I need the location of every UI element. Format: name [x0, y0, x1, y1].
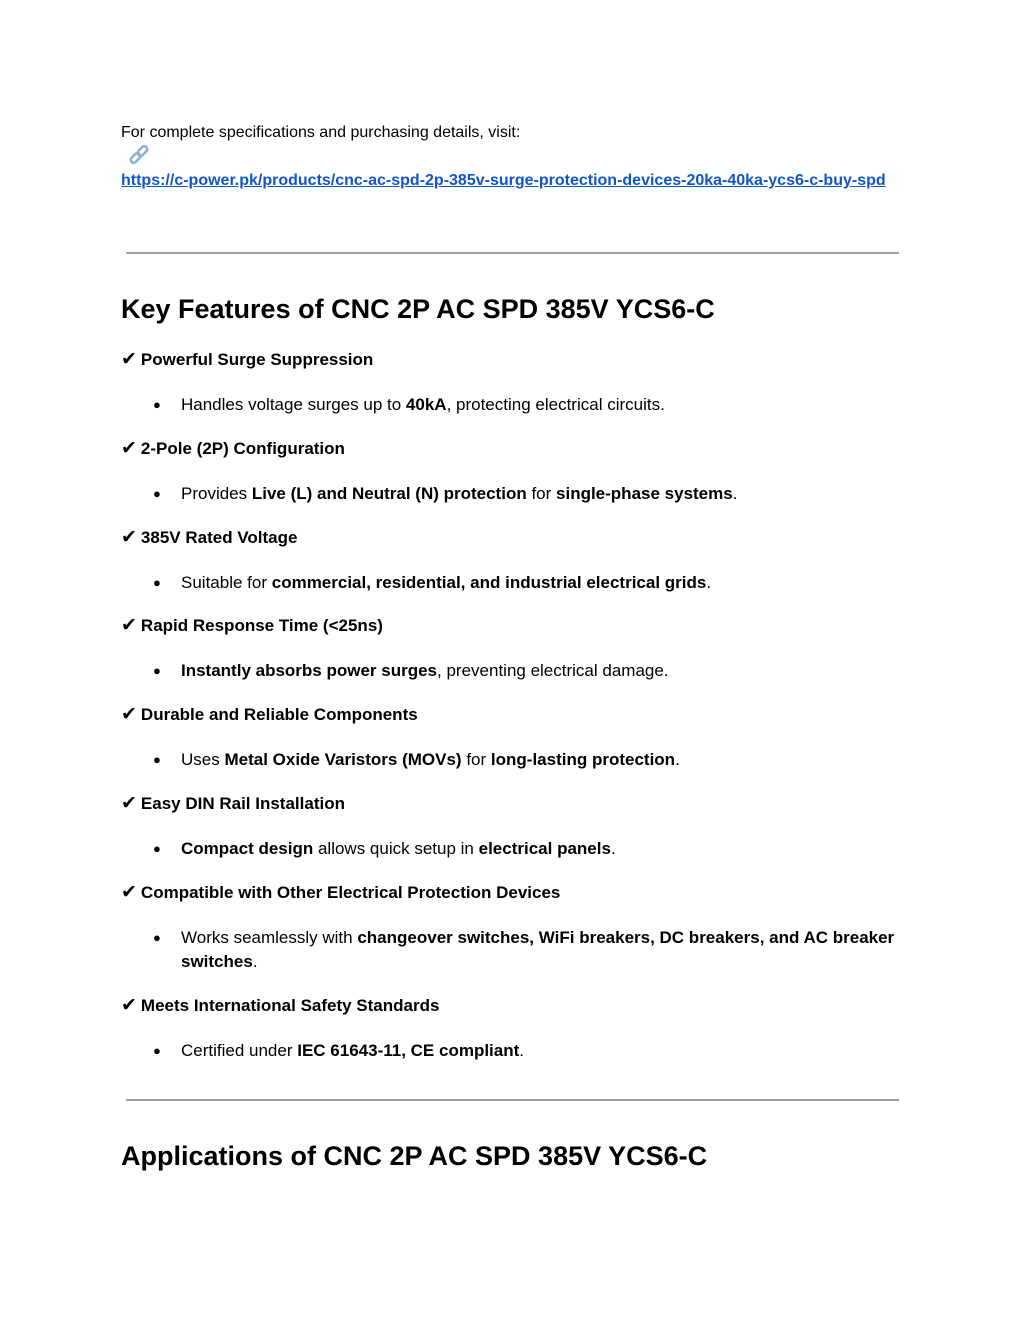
applications-heading: Applications of CNC 2P AC SPD 385V YCS6-C	[121, 1141, 708, 1171]
text-fragment: Handles voltage surges up to	[181, 395, 406, 414]
bold-text: single-phase systems	[556, 483, 733, 503]
bold-text: IEC 61643-11, CE compliant	[297, 1040, 520, 1060]
feature-item	[121, 994, 901, 1083]
link-icon	[127, 145, 151, 169]
text-fragment: , protecting electrical circuits.	[446, 395, 665, 414]
feature-title-text: Meets International Safety Standards	[140, 995, 440, 1015]
feature-title	[121, 526, 297, 550]
bullet-icon: ●	[153, 397, 161, 412]
feature-description	[181, 393, 901, 417]
feature-description	[181, 659, 901, 683]
text-fragment: .	[519, 1040, 525, 1060]
feature-title-text: Rapid Response Time (<25ns)	[140, 616, 383, 636]
text-fragment: .	[610, 838, 616, 858]
bold-text: long-lasting protection	[490, 750, 676, 770]
check-mark-icon: ✔	[121, 526, 137, 548]
text-fragment: Certified under	[181, 1040, 298, 1060]
feature-description	[181, 482, 901, 506]
text-fragment: , preventing electrical damage.	[437, 661, 669, 681]
bold-text: Instantly absorbs power surges	[181, 661, 438, 681]
feature-title	[121, 437, 345, 461]
feature-description	[181, 926, 901, 974]
bullet-icon: ●	[153, 840, 161, 856]
text-fragment: for	[461, 750, 491, 770]
feature-description	[181, 1039, 901, 1063]
feature-title-text: Powerful Surge Suppression	[140, 350, 374, 369]
text-fragment: .	[252, 951, 258, 971]
feature-title	[121, 994, 439, 1018]
intro-text: For complete specifications and purchasing details, visit:	[121, 124, 521, 141]
feature-title-text: Compatible with Other Electrical Protection Devices	[140, 882, 561, 902]
feature-description	[181, 837, 901, 861]
text-fragment: .	[706, 572, 712, 592]
bold-text: Compact design	[181, 838, 314, 858]
text-fragment: for	[526, 483, 557, 503]
text-fragment: Works seamlessly with	[181, 927, 358, 947]
text-fragment: .	[675, 750, 680, 770]
text-fragment: Uses	[181, 750, 225, 770]
feature-title-text: Durable and Reliable Components	[140, 705, 418, 725]
bullet-icon: ●	[153, 752, 161, 768]
bold-text: Metal Oxide Varistors (MOVs)	[224, 750, 462, 770]
bold-text: changeover switches, WiFi breakers, DC breakers, and AC breaker switches	[181, 927, 895, 971]
bold-text: commercial, residential, and industrial electrical grids	[271, 572, 707, 592]
feature-item	[121, 881, 901, 994]
divider	[126, 252, 899, 254]
feature-title-text: Easy DIN Rail Installation	[140, 793, 345, 813]
divider	[126, 1099, 899, 1101]
bullet-icon: ●	[153, 929, 161, 945]
bullet-icon: ●	[153, 663, 161, 679]
feature-item	[121, 703, 901, 792]
text-fragment: Provides	[181, 483, 252, 503]
text-fragment: allows quick setup in	[313, 838, 479, 858]
bold-text: 40kA	[405, 395, 447, 414]
features-list	[121, 348, 901, 1083]
text-fragment: .	[732, 483, 738, 503]
feature-description	[181, 748, 901, 772]
feature-title-text: 2-Pole (2P) Configuration	[140, 438, 345, 458]
check-mark-icon: ✔	[121, 704, 137, 726]
feature-title	[121, 703, 418, 727]
feature-title	[121, 792, 345, 816]
features-heading: Key Features of CNC 2P AC SPD 385V YCS6-C	[121, 294, 715, 324]
intro-paragraph	[121, 121, 901, 193]
check-mark-icon: ✔	[121, 437, 137, 459]
check-mark-icon: ✔	[121, 615, 137, 637]
check-mark-icon: ✔	[121, 349, 137, 370]
feature-title	[121, 614, 383, 638]
bold-text: electrical panels	[478, 838, 611, 858]
feature-item	[121, 792, 901, 881]
bullet-icon: ●	[153, 485, 161, 501]
feature-item	[121, 526, 901, 615]
bullet-icon: ●	[153, 1042, 161, 1058]
bold-text: Live (L) and Neutral (N) protection	[251, 483, 527, 503]
feature-item	[121, 348, 901, 437]
feature-item	[121, 614, 901, 703]
feature-description	[181, 571, 901, 595]
bullet-icon: ●	[153, 574, 161, 590]
product-link[interactable]: https://c-power.pk/products/cnc-ac-spd-2p-385v-surge-protection-devices-20ka-40ka-ycs6-c-buy-spd	[121, 172, 886, 189]
feature-title	[121, 881, 560, 905]
check-mark-icon: ✔	[121, 881, 137, 903]
feature-item	[121, 437, 901, 526]
text-fragment: Suitable for	[181, 572, 272, 592]
feature-title	[121, 348, 373, 372]
check-mark-icon: ✔	[121, 792, 137, 814]
check-mark-icon: ✔	[121, 994, 137, 1016]
feature-title-text: 385V Rated Voltage	[140, 527, 298, 547]
